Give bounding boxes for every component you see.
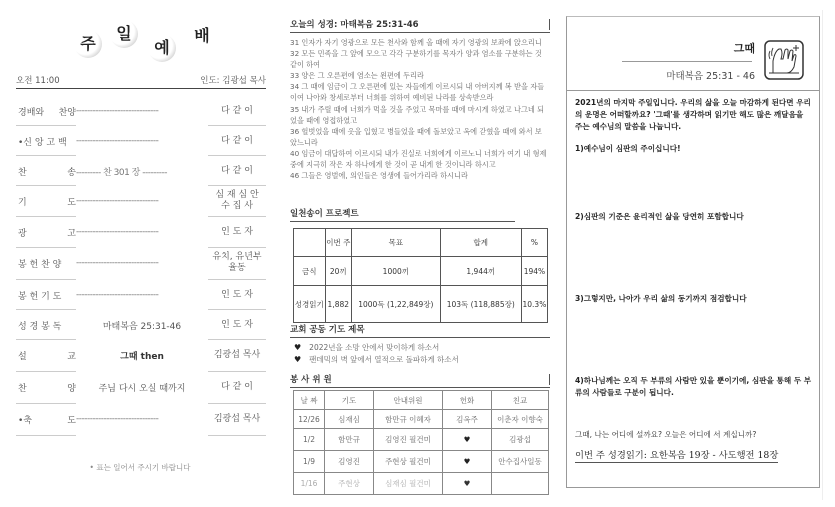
heart-icon: ♥	[294, 355, 302, 364]
table-header: 안내위원	[374, 391, 443, 410]
table-cell: 12/26	[294, 410, 325, 429]
project-table	[293, 228, 548, 323]
prayer-text: 팬데믹의 벽 앞에서 열적으로 돌파하게 하소서	[309, 355, 459, 364]
verse: 34 그 때에 임금이 그 오른편에 있는 자들에게 이르시되 내 아버지께 복 받을 자들이여 나아와 창세로부터 너희를 위하여 예비된 나라를 상속받으라	[290, 82, 545, 103]
table-row	[294, 257, 548, 286]
order-label: 성 경 봉 독	[18, 321, 62, 332]
order-row	[16, 96, 266, 126]
service-time: 오전 11:00	[16, 76, 60, 86]
order-detail: ------------------------------	[76, 106, 159, 116]
order-label: 봉 헌 찬 양	[18, 259, 62, 270]
middle-column	[290, 0, 555, 507]
order-leader: 다 같 이	[221, 135, 253, 146]
heart-icon: ♥	[443, 451, 492, 473]
table-cell: 주현상 필건미	[374, 451, 443, 473]
order-row	[16, 126, 266, 156]
weekly-reading: 이번 주 성경읽기: 요한복음 19장 - 사도행전 18장	[575, 447, 778, 463]
service-header	[16, 74, 266, 86]
praying-hands-icon	[763, 39, 805, 81]
order-leader: 심 재 심 안 수 집 사	[215, 190, 259, 211]
sermon-title: 그때	[733, 42, 755, 55]
divider	[208, 435, 266, 436]
page-edge	[822, 10, 823, 500]
order-detail: ------------------------------	[76, 290, 159, 300]
table-header: 합계	[440, 229, 521, 257]
table-header: 날 짜	[294, 391, 325, 410]
order-leader: 다 같 이	[221, 381, 253, 392]
verse: 40 임금이 대답하여 이르시되 내가 진실로 너희에게 이르노니 너희가 여기 내 형제 중에 지극히 작은 자 하나에게 한 것이 곧 내게 한 것이니라 하시고	[290, 148, 547, 170]
order-label: 봉 헌 기 도	[18, 291, 62, 302]
table-row	[294, 286, 548, 323]
order-leader: 다 같 이	[221, 165, 253, 176]
divider	[549, 374, 550, 385]
table-cell: 함만규 이혜자	[374, 410, 443, 429]
scripture-title	[290, 18, 550, 33]
project-title: 일천송이 프로젝트	[290, 207, 515, 222]
order-detail: ------------------------------	[76, 227, 159, 237]
order-row	[16, 156, 266, 186]
sermon-closing: 그때, 나는 어디에 설까요? 오늘은 어디에 서 계십니까?	[575, 430, 757, 439]
verse: 33 양은 그 오른편에 염소는 왼편에 두리라	[290, 71, 424, 81]
table-cell: 1,882	[325, 286, 351, 323]
table-row	[294, 473, 549, 495]
verse: 31 인자가 자기 영광으로 모든 천사와 함께 올 때에 자기 영광의 보좌에 앉으리니	[290, 38, 542, 47]
order-label: •신 앙 고 백	[18, 137, 67, 148]
sermon-point: 1)예수님이 심판의 주이십니다!	[575, 144, 681, 153]
divider	[549, 19, 550, 30]
order-detail: ------------------------------	[76, 258, 159, 268]
table-cell: 1/2	[294, 429, 325, 451]
order-detail: 그때 then	[120, 351, 164, 362]
table-cell: 안수집사일동	[492, 451, 549, 473]
order-label: 찬 송	[18, 167, 76, 178]
order-leader: 김광섭 목사	[213, 413, 261, 424]
sermon-point: 3)그렇지만, 나아가 우리 삶의 동기까지 점검합니다	[575, 294, 747, 303]
sermon-point: 2)심판의 기준은 윤리적인 삶을 당연히 포함합니다	[575, 212, 744, 221]
order-label: 경배와 찬양	[18, 107, 76, 118]
table-header: 친교	[492, 391, 549, 410]
table-cell: 1/16	[294, 473, 325, 495]
order-row	[16, 404, 266, 436]
prayer-item	[294, 354, 459, 366]
order-detail: ------------------------------	[76, 136, 159, 146]
divider	[567, 90, 819, 91]
sermon-point: 4)하나님께는 오직 두 부류의 사람만 있을 뿐이기에, 심판을 통해 두 부류의 사람들로 구분이 됩니다.	[575, 376, 812, 397]
verse: 32 모든 민족을 그 앞에 모으고 각각 구분하기를 목자가 양과 염소를 구분하는 것같이 하여	[290, 49, 542, 70]
order-leader: 인 도 자	[221, 289, 253, 300]
order-row	[16, 280, 266, 310]
heart-icon: ♥	[443, 429, 492, 451]
order-leader: 인 도 자	[221, 226, 253, 237]
table-cell: 김영진 필건미	[374, 429, 443, 451]
order-row	[16, 217, 266, 248]
table-cell: 103독 (118,885장)	[440, 286, 521, 323]
table-cell: 10.3%	[521, 286, 547, 323]
table-cell: 1/9	[294, 451, 325, 473]
verse: 36 헐벗었을 때에 옷을 입혔고 병들었을 때에 돌보았고 옥에 갇혔을 때에 와서 보았느니라	[290, 126, 542, 147]
order-detail: ------------------------------	[76, 196, 159, 206]
order-label: 광 고	[18, 228, 76, 239]
order-detail: --------- 찬 301 장 ---------	[76, 167, 167, 178]
table-header	[294, 229, 326, 257]
verse: 35 내가 주릴 때에 너희가 먹을 것을 주었고 목마를 때에 마시게 하였고 나그네 되었을 때에 영접하였고	[290, 104, 545, 125]
table-cell: 김옥주	[443, 410, 492, 429]
table-cell: 1000독 (1,22,849장)	[352, 286, 441, 323]
prayer-item	[294, 342, 459, 354]
order-row	[16, 186, 266, 217]
order-label: •축 도	[18, 415, 76, 426]
divider	[622, 61, 752, 62]
table-cell: 김광섭	[492, 429, 549, 451]
order-detail: 마태복음 25:31-46	[102, 321, 182, 332]
scripture-title-text: 오늘의 성경: 마태복음 25:31-46	[290, 20, 419, 30]
sermon-intro: 2021년의 마지막 주일입니다. 우리의 삶을 오늘 마감하게 된다면 우리의 운명은 어떠할까요? '그때'를 생각하며 읽기만 해도 많은 깨달음을 주는 예수님의 말씀을 나눕니다.	[575, 98, 811, 131]
table-header: 기도	[325, 391, 374, 410]
heart-icon: ♥	[443, 473, 492, 495]
order-leader: 인 도 자	[221, 319, 253, 330]
order-leader: 유치, 유년부 율동	[212, 252, 262, 273]
order-label: 설 교	[18, 351, 76, 362]
worship-title	[70, 18, 220, 68]
table-header: 이번 주	[325, 229, 351, 257]
divider	[16, 88, 266, 89]
order-leader: 김광섭 목사	[213, 349, 261, 360]
service-table	[293, 390, 549, 495]
scripture-verses	[290, 37, 548, 181]
table-row	[294, 429, 549, 451]
title-char: 배	[194, 26, 210, 45]
table-cell: 심재심 필건미	[374, 473, 443, 495]
service-leader: 인도: 김광섭 목사	[200, 76, 266, 86]
order-row	[16, 248, 266, 280]
heart-icon: ♥	[294, 343, 302, 352]
table-cell: 이춘자 이향숙	[492, 410, 549, 429]
table-cell	[492, 473, 549, 495]
order-row	[16, 372, 266, 404]
prayer-list	[294, 342, 459, 366]
worship-order-column	[0, 0, 280, 507]
service-title-text: 봉 사 위 원	[290, 375, 332, 385]
table-header: %	[521, 229, 547, 257]
table-cell: 1000끼	[352, 257, 441, 286]
order-detail: 주님 다시 오실 때까지	[98, 383, 186, 394]
table-header: 헌화	[443, 391, 492, 410]
order-leader: 다 같 이	[221, 105, 253, 116]
table-cell: 함만규	[325, 429, 374, 451]
order-label: 찬 양	[18, 383, 76, 394]
title-char: 주	[74, 30, 102, 58]
service-title	[290, 373, 550, 388]
divider	[16, 435, 76, 436]
order-row	[16, 310, 266, 340]
title-char: 예	[148, 34, 176, 62]
table-header: 목표	[352, 229, 441, 257]
prayer-text: 2022년을 소망 안에서 맞이하게 하소서	[309, 343, 440, 352]
order-row	[16, 340, 266, 372]
title-char: 일	[110, 20, 138, 48]
table-row	[294, 410, 549, 429]
sermon-column	[566, 16, 820, 488]
standing-note: • 표는 일어서 주시기 바랍니다	[89, 463, 191, 472]
table-cell: 주현상	[325, 473, 374, 495]
order-detail: ------------------------------	[76, 414, 159, 424]
table-row	[294, 451, 549, 473]
table-cell: 20끼	[325, 257, 351, 286]
verse: 46 그들은 영벌에, 의인들은 영생에 들어가리라 하시니라	[290, 171, 468, 181]
prayer-title: 교회 공동 기도 제목	[290, 323, 550, 338]
table-cell: 194%	[521, 257, 547, 286]
sermon-reference: 마태복음 25:31 - 46	[666, 71, 755, 82]
table-cell: 심재심	[325, 410, 374, 429]
order-label: 기 도	[18, 197, 76, 208]
table-cell: 1,944끼	[440, 257, 521, 286]
table-cell: 금식	[294, 257, 326, 286]
table-cell: 김영진	[325, 451, 374, 473]
table-cell: 성경읽기	[294, 286, 326, 323]
